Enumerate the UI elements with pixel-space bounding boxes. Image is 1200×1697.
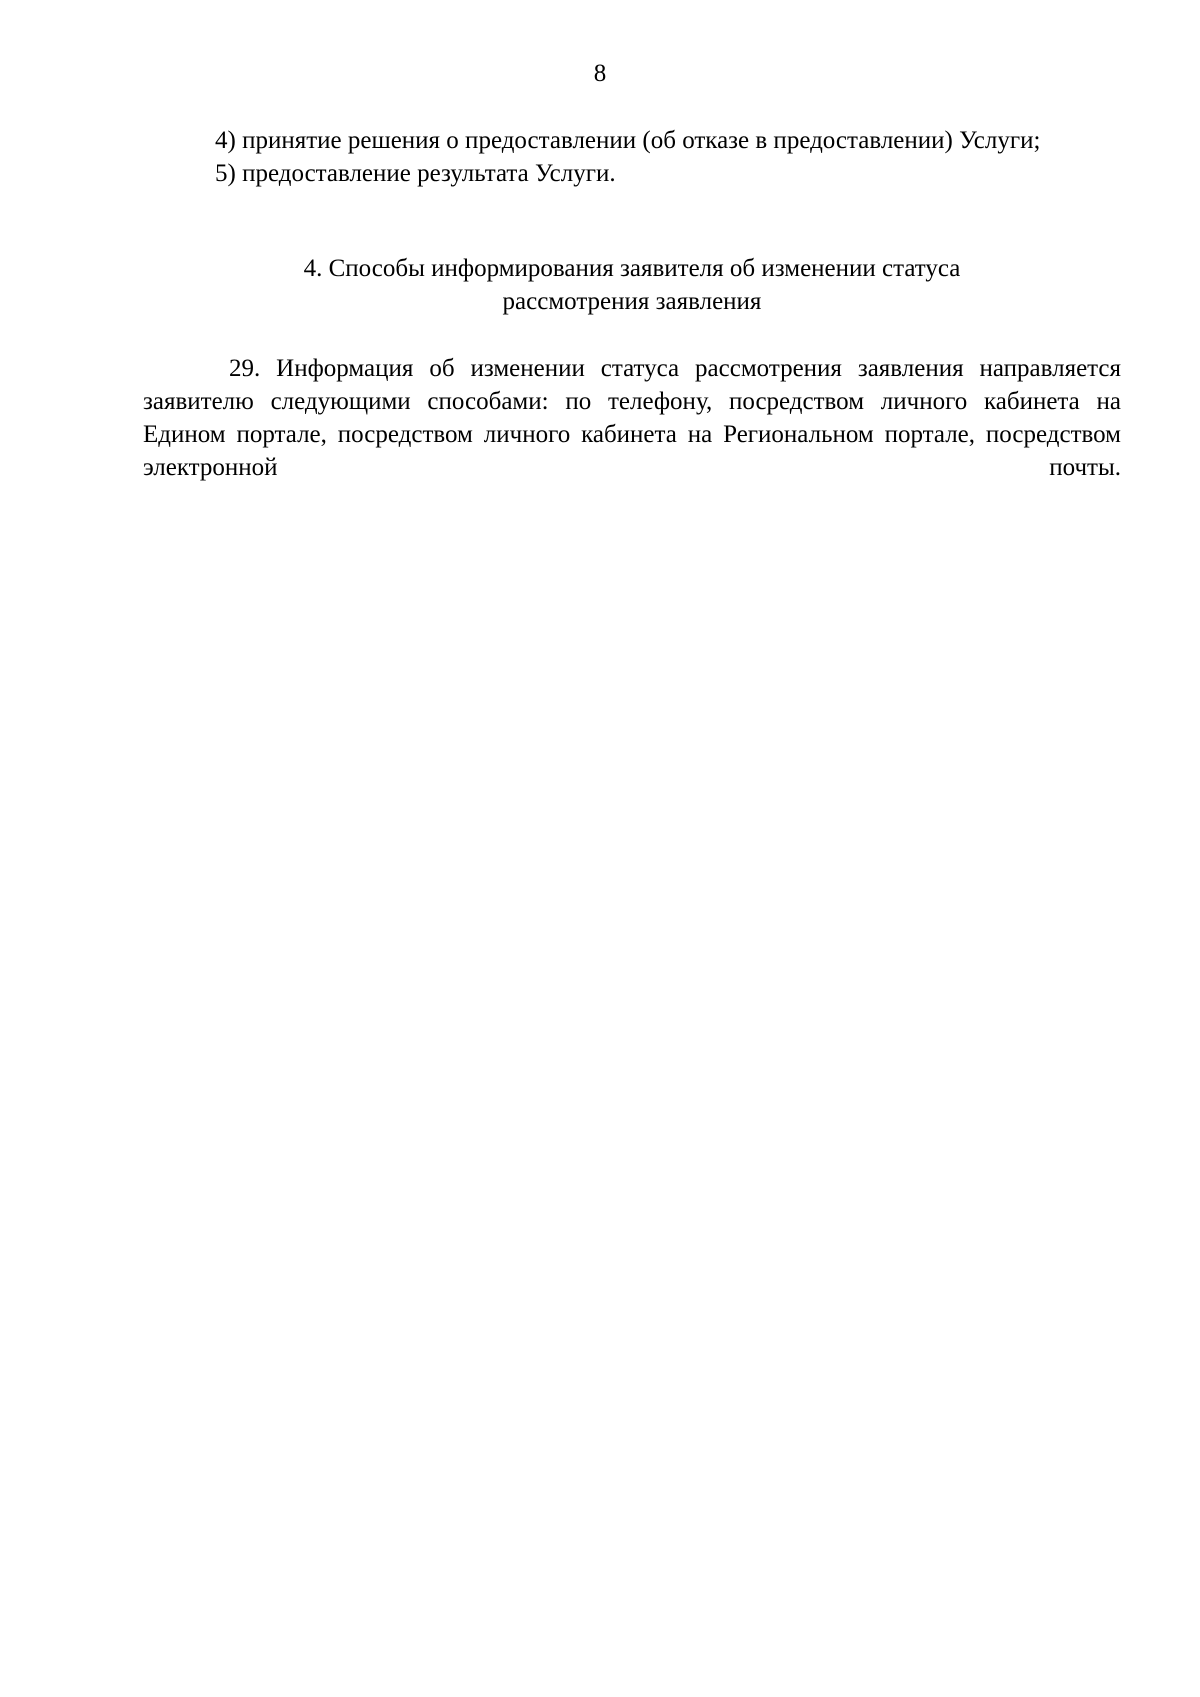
section-heading-line-2: рассмотрения заявления <box>502 288 762 315</box>
page-number: 8 <box>593 60 607 87</box>
list-item: 5) предоставление результата Услуги. <box>215 160 616 187</box>
paragraph-29 <box>143 352 1121 484</box>
service-steps-list <box>143 124 1121 190</box>
paragraph-29-text: 29. Информация об изменении статуса рассмотрения заявления направляется заявителю следующими способами: по телефону, посредством личного кабинета на Едином портале, посредством личного кабинета на Региональном портале, посредством электронной почты. <box>143 355 1121 481</box>
section-heading-line-1: 4. Способы информирования заявителя об изменении статуса <box>303 255 961 282</box>
section-heading <box>143 252 1121 318</box>
list-item: 4) принятие решения о предоставлении (об отказе в предоставлении) Услуги; <box>215 127 1041 154</box>
